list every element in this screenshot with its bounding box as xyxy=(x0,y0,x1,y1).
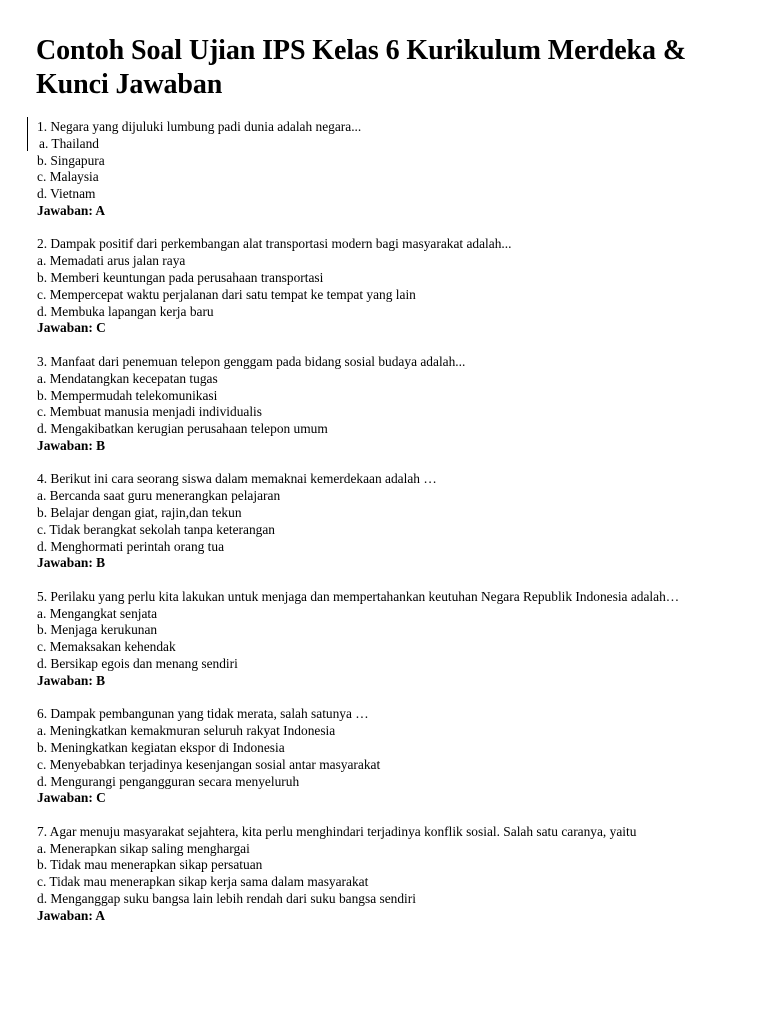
option-c: c. Tidak berangkat sekolah tanpa keterangan xyxy=(37,521,275,537)
question-block-1 xyxy=(37,119,757,220)
question-block-5 xyxy=(37,589,757,690)
answer-key: Jawaban: A xyxy=(37,202,106,218)
question-text: 3. Manfaat dari penemuan telepon genggam pada bidang sosial budaya adalah... xyxy=(37,353,466,369)
option-c: c. Membuat manusia menjadi individualis xyxy=(37,404,262,420)
option-c: c. Malaysia xyxy=(37,169,99,185)
answer-key: Jawaban: B xyxy=(37,555,106,571)
answer-key: Jawaban: B xyxy=(37,437,106,453)
answer-key: Jawaban: C xyxy=(37,320,106,336)
option-d: d. Menghormati perintah orang tua xyxy=(37,538,225,554)
question-text: 6. Dampak pembangunan yang tidak merata, salah satunya … xyxy=(37,706,369,722)
option-c: c. Menyebabkan terjadinya kesenjangan sosial antar masyarakat xyxy=(37,756,381,772)
option-b: b. Menjaga kerukunan xyxy=(37,622,158,638)
question-text: 2. Dampak positif dari perkembangan alat transportasi modern bagi masyarakat adalah... xyxy=(37,236,512,252)
option-c: c. Tidak mau menerapkan sikap kerja sama dalam masyarakat xyxy=(37,874,369,890)
question-text: 1. Negara yang dijuluki lumbung padi dunia adalah negara... xyxy=(37,119,362,134)
option-d: d. Bersikap egois dan menang sendiri xyxy=(37,656,238,672)
answer-key: Jawaban: B xyxy=(37,672,106,688)
page-title: Contoh Soal Ujian IPS Kelas 6 Kurikulum Merdeka & Kunci Jawaban xyxy=(36,35,687,100)
question-block-4 xyxy=(37,471,757,572)
question-block-6 xyxy=(37,706,757,807)
option-a: a. Memadati arus jalan raya xyxy=(37,253,186,269)
option-d: d. Mengurangi pengangguran secara menyeluruh xyxy=(37,773,300,789)
answer-key: Jawaban: C xyxy=(37,790,106,806)
option-c: c. Memaksakan kehendak xyxy=(37,639,176,655)
option-a: a. Menerapkan sikap saling menghargai xyxy=(37,840,250,856)
option-d: d. Menganggap suku bangsa lain lebih rendah dari suku bangsa sendiri xyxy=(37,891,416,906)
question-text: 5. Perilaku yang perlu kita lakukan untuk menjaga dan mempertahankan keutuhan Negara Republik Indonesia adalah… xyxy=(37,588,680,604)
option-b: b. Mempermudah telekomunikasi xyxy=(37,387,218,403)
option-a: a. Thailand xyxy=(39,135,99,151)
question-block-7 xyxy=(37,824,757,925)
question-block-2 xyxy=(37,236,757,337)
answer-key: Jawaban: A xyxy=(37,907,106,923)
text-cursor xyxy=(27,117,28,151)
option-b: b. Tidak mau menerapkan sikap persatuan xyxy=(37,857,263,873)
option-b: b. Belajar dengan giat, rajin,dan tekun xyxy=(37,505,242,520)
option-d: d. Mengakibatkan kerugian perusahaan telepon umum xyxy=(37,421,328,437)
question-list xyxy=(37,119,757,941)
question-text: 4. Berikut ini cara seorang siswa dalam memaknai kemerdekaan adalah … xyxy=(37,471,437,487)
option-a: a. Mendatangkan kecepatan tugas xyxy=(37,370,218,386)
option-a: a. Mengangkat senjata xyxy=(37,605,158,621)
option-d: d. Membuka lapangan kerja baru xyxy=(37,303,214,319)
option-a: a. Bercanda saat guru menerangkan pelajaran xyxy=(37,488,281,504)
question-text: 7. Agar menuju masyarakat sejahtera, kita perlu menghindari terjadinya konflik sosial. Salah satu caranya, yaitu xyxy=(37,823,637,839)
option-b: b. Singapura xyxy=(37,152,105,168)
option-c: c. Mempercepat waktu perjalanan dari satu tempat ke tempat yang lain xyxy=(37,286,416,302)
option-a: a. Meningkatkan kemakmuran seluruh rakyat Indonesia xyxy=(37,723,336,739)
option-b: b. Memberi keuntungan pada perusahaan transportasi xyxy=(37,270,324,286)
option-d: d. Vietnam xyxy=(37,186,96,202)
question-block-3 xyxy=(37,354,757,455)
option-b: b. Meningkatkan kegiatan ekspor di Indonesia xyxy=(37,739,285,755)
